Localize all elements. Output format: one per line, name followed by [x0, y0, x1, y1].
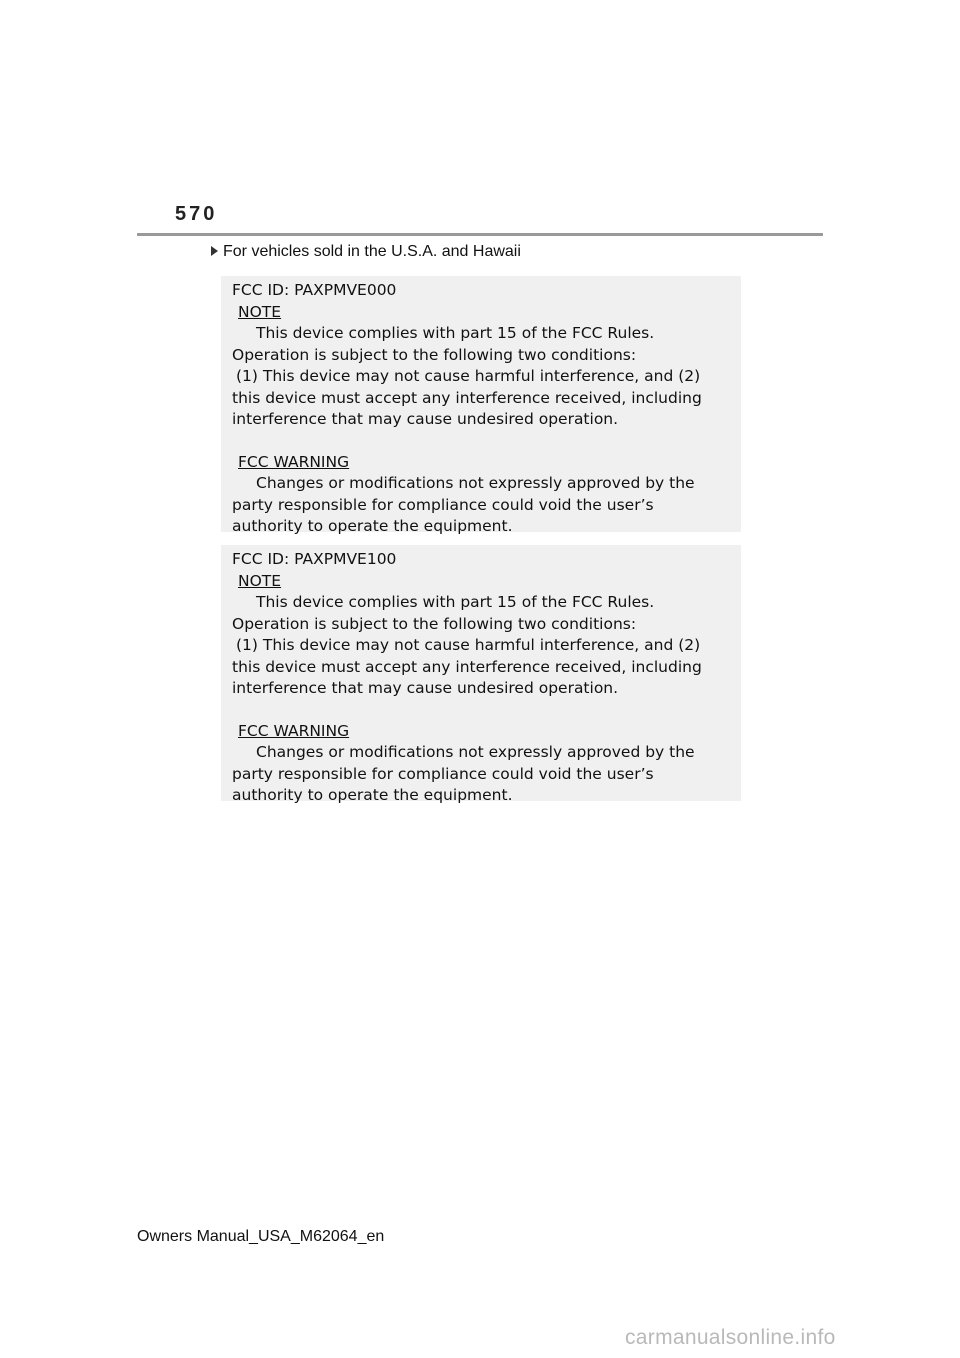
warning-title: FCC WARNING	[238, 452, 350, 471]
footer-manual-id: Owners Manual_USA_M62064_en	[137, 1228, 385, 1245]
fcc-label-1	[221, 276, 741, 535]
header-divider	[137, 233, 823, 236]
note-line: This device complies with part 15 of the FCC Rules.	[256, 324, 655, 342]
note-line: interference that may cause undesired operation.	[232, 679, 619, 697]
note-line: (1) This device may not cause harmful interference, and (2)	[236, 636, 701, 654]
warning-line: authority to operate the equipment.	[232, 517, 513, 535]
section-heading	[211, 243, 521, 261]
note-line: Operation is subject to the following two conditions:	[232, 614, 637, 633]
watermark: carmanualsonline.info	[625, 1326, 836, 1349]
warning-title: FCC WARNING	[238, 721, 350, 740]
note-line: interference that may cause undesired operation.	[232, 410, 619, 428]
section-heading-text: For vehicles sold in the U.S.A. and Hawaii	[223, 243, 521, 260]
fcc-id: FCC ID: PAXPMVE100	[232, 550, 397, 568]
note-line: Operation is subject to the following two conditions:	[232, 345, 637, 364]
warning-line: party responsible for compliance could void the user’s	[232, 495, 654, 514]
page-number: 570	[175, 203, 218, 225]
note-title: NOTE	[238, 571, 282, 590]
note-line: (1) This device may not cause harmful interference, and (2)	[236, 367, 701, 385]
fcc-label-2	[221, 545, 741, 804]
warning-line: Changes or modifications not expressly approved by the	[256, 743, 695, 761]
note-line: this device must accept any interference received, including	[232, 657, 702, 676]
fcc-id: FCC ID: PAXPMVE000	[232, 281, 397, 299]
note-line: this device must accept any interference received, including	[232, 388, 702, 407]
warning-line: Changes or modifications not expressly approved by the	[256, 474, 695, 492]
warning-line: party responsible for compliance could void the user’s	[232, 764, 654, 783]
note-line: This device complies with part 15 of the FCC Rules.	[256, 593, 655, 611]
triangle-bullet-icon	[211, 246, 218, 256]
note-title: NOTE	[238, 302, 282, 321]
warning-line: authority to operate the equipment.	[232, 786, 513, 804]
